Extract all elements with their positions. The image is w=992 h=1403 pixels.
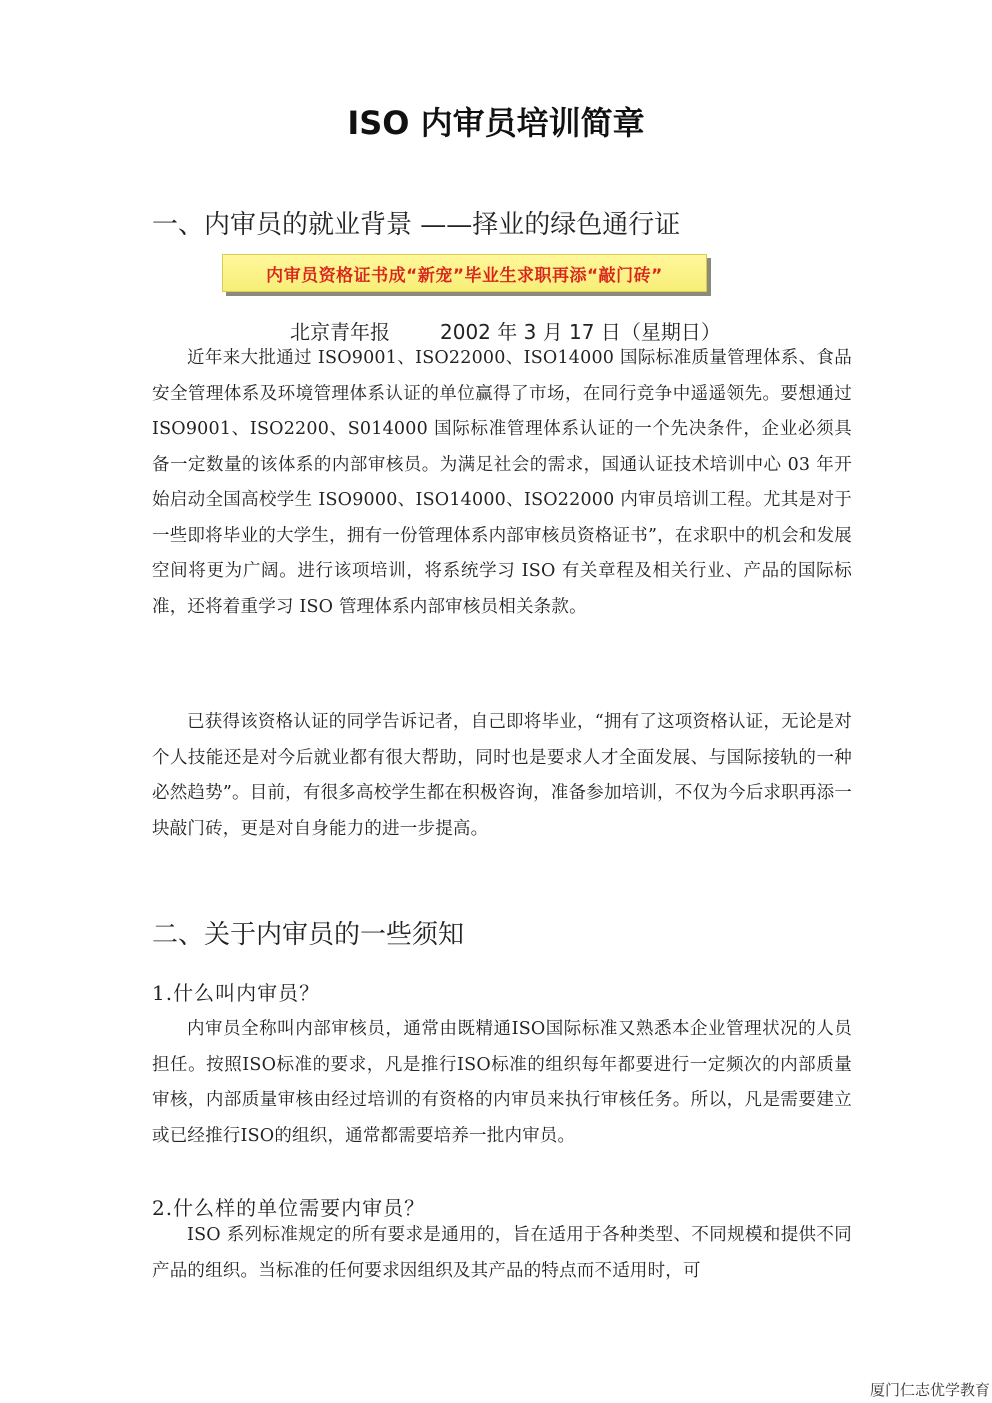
- section-1-paragraph-2: 已获得该资格认证的同学告诉记者，自己即将毕业，“拥有了这项资格认证，无论是对个人技能还是对今后就业都有很大帮助，同时也是要求人才全面发展、与国际接轨的一种必然趋势”。目前，有很多高校学生都在积极咨询，准备参加培训，不仅为今后求职再添一块敲门砖，更是对自身能力的进一步提高。: [152, 712, 852, 839]
- question-2-heading: 2.什么样的单位需要内审员？: [152, 1196, 426, 1220]
- footer-watermark: 厦门仁志优学教育: [850, 1377, 992, 1403]
- news-headline-banner: 内审员资格证书成“新宠”毕业生求职再添“敲门砖”: [222, 254, 707, 292]
- question-1-answer: 内审员全称叫内部审核员，通常由既精通ISO国际标准又熟悉本企业管理状况的人员担任。按照ISO标准的要求，凡是推行ISO标准的组织每年都要进行一定频次的内部质量审核，内部质量审核由经过培训的有资格的内审员来执行审核任务。所以，凡是需要建立或已经推行ISO的组织，通常都需要培养一批内审员。: [152, 1019, 852, 1146]
- question-1-heading: 1.什么叫内审员？: [152, 981, 321, 1005]
- section-2-heading: 二、关于内审员的一些须知: [152, 920, 465, 950]
- question-2-answer: ISO 系列标准规定的所有要求是通用的，旨在适用于各种类型、不同规模和提供不同产品的组织。当标准的任何要求因组织及其产品的特点而不适用时，可: [152, 1225, 852, 1281]
- news-date: 2002 年 3 月 17 日（星期日）: [440, 320, 721, 344]
- news-source: 北京青年报: [290, 320, 390, 344]
- document-title: ISO 内审员培训简章: [347, 104, 645, 142]
- section-1-paragraph-1: 近年来大批通过 ISO9001、ISO22000、ISO14000 国际标准质量管理体系、食品安全管理体系及环境管理体系认证的单位赢得了市场，在同行竞争中遥遥领先。要想通过 ISO9001、ISO2200、S014000 国际标准管理体系认证的一个先决条件，企业必须具备一定数量的该体系的内部审核员。为满足社会的需求，国通认证技术培训中心 03 年开始启动全国高校学生 ISO9000、ISO14000、ISO22000 内审员培训工程。尤其是对于一些即将毕业的大学生，拥有一份管理体系内部审核员资格证书”，在求职中的机会和发展空间将更为广阔。进行该项培训，将系统学习 ISO 有关章程及相关行业、产品的国际标准，还将着重学习 ISO 管理体系内部审核员相关条款。: [152, 348, 852, 617]
- section-1-heading: 一、内审员的就业背景 ——择业的绿色通行证: [152, 210, 681, 240]
